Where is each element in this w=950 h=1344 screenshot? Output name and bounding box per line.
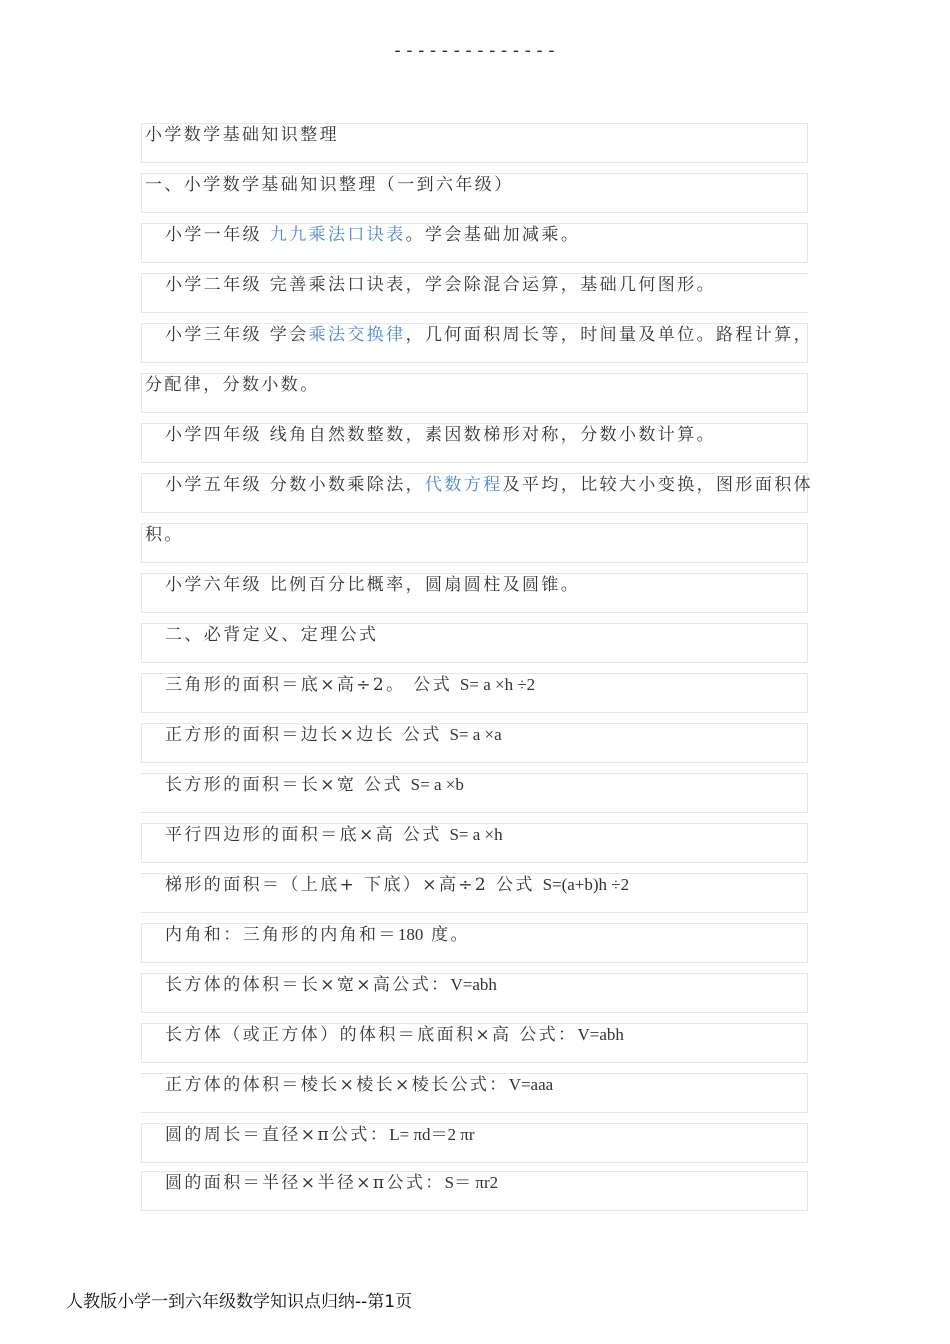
formula-cuboid-volume <box>165 974 497 996</box>
formula-triangle-area <box>165 674 535 696</box>
formula-text: 内角和：三角形的内角和＝ <box>165 925 398 945</box>
formula-expression: S= a ×h ÷2 <box>459 675 536 694</box>
grade3-line <box>165 324 813 346</box>
grade2-line: 小学二年级 完善乘法口诀表，学会除混合运算，基础几何图形。 <box>165 275 717 295</box>
grade5-line <box>165 474 813 496</box>
document-title: 小学数学基础知识整理 <box>145 125 339 145</box>
section-heading-2: 二、必背定义、定理公式 <box>165 625 379 645</box>
grade1-text: 。学会基础加减乘。 <box>405 225 581 245</box>
grade4-line: 小学四年级 线角自然数整数，素因数梯形对称，分数小数计算。 <box>165 425 717 445</box>
formula-text: 长方体（或正方体）的体积＝底面积×高 公式： <box>165 1025 578 1045</box>
formula-text: 圆的周长＝直径×π公式： <box>165 1125 390 1145</box>
formula-text: 平行四边形的面积＝底×高 公式 <box>165 825 450 845</box>
formula-trapezoid-area <box>165 874 629 896</box>
page-footer: 人教版小学一到六年级数学知识点归纳--第1页 <box>66 1292 413 1312</box>
grade5-continuation: 积。 <box>145 525 184 545</box>
grade1-label: 小学一年级 <box>165 225 270 245</box>
formula-expression: S＝ πr2 <box>444 1173 499 1192</box>
formula-text: 圆的面积＝半径×半径×π公式： <box>165 1173 445 1193</box>
grade3-continuation: 分配律，分数小数。 <box>145 375 320 395</box>
grade6-line: 小学六年级 比例百分比概率，圆扇圆柱及圆锥。 <box>165 575 581 595</box>
formula-text: 长方形的面积＝长×宽 公式 <box>165 775 411 795</box>
formula-text: 正方形的面积＝边长×边长 公式 <box>165 725 450 745</box>
formula-rectangle-area <box>165 774 464 796</box>
formula-circle-circumference <box>165 1124 475 1146</box>
formula-expression: S= a ×b <box>410 775 464 794</box>
formula-text: 长方体的体积＝长×宽×高公式： <box>165 975 451 995</box>
grade5-text: 及平均，比较大小变换，图形面积体 <box>502 475 814 495</box>
formula-parallelogram-area <box>165 824 503 846</box>
formula-text-end: 度。 <box>423 925 470 945</box>
formula-text: 正方体的体积＝棱长×棱长×棱长公式： <box>165 1075 509 1095</box>
algebra-equation-link[interactable]: 代数方程 <box>425 475 503 495</box>
formula-expression: S= a ×h <box>449 825 503 844</box>
row-box <box>141 523 808 563</box>
formula-expression: V=abh <box>577 1025 624 1044</box>
multiplication-table-link[interactable]: 九九乘法口诀表 <box>269 225 406 245</box>
formula-expression: S= a ×a <box>449 725 502 744</box>
grade3-text: ，几何面积周长等，时间量及单位。路程计算， <box>405 325 814 345</box>
formula-expression: V=abh <box>450 975 497 994</box>
grade5-label: 小学五年级 分数小数乘除法， <box>165 475 426 495</box>
grade3-label: 小学三年级 学会 <box>165 325 309 345</box>
formula-square-area <box>165 724 502 746</box>
formula-circle-area <box>165 1172 498 1194</box>
formula-expression: L= πd＝2 πr <box>389 1125 475 1144</box>
section-heading-1: 一、小学数学基础知识整理（一到六年级） <box>145 175 514 195</box>
formula-triangle-angle-sum <box>165 924 470 946</box>
commutative-law-link[interactable]: 乘法交换律 <box>308 325 406 345</box>
header-dashes: -------------- <box>392 40 558 61</box>
formula-cuboid-base-volume <box>165 1024 624 1046</box>
formula-text: 三角形的面积＝底×高÷2。 公式 <box>165 675 460 695</box>
formula-text: 梯形的面积＝（上底+ 下底）×高÷2 公式 <box>165 875 543 895</box>
formula-expression: S=(a+b)h ÷2 <box>542 875 630 894</box>
grade1-line <box>165 224 580 246</box>
formula-expression: V=aaa <box>508 1075 554 1094</box>
formula-number: 180 <box>397 925 424 944</box>
formula-cube-volume <box>165 1074 553 1096</box>
